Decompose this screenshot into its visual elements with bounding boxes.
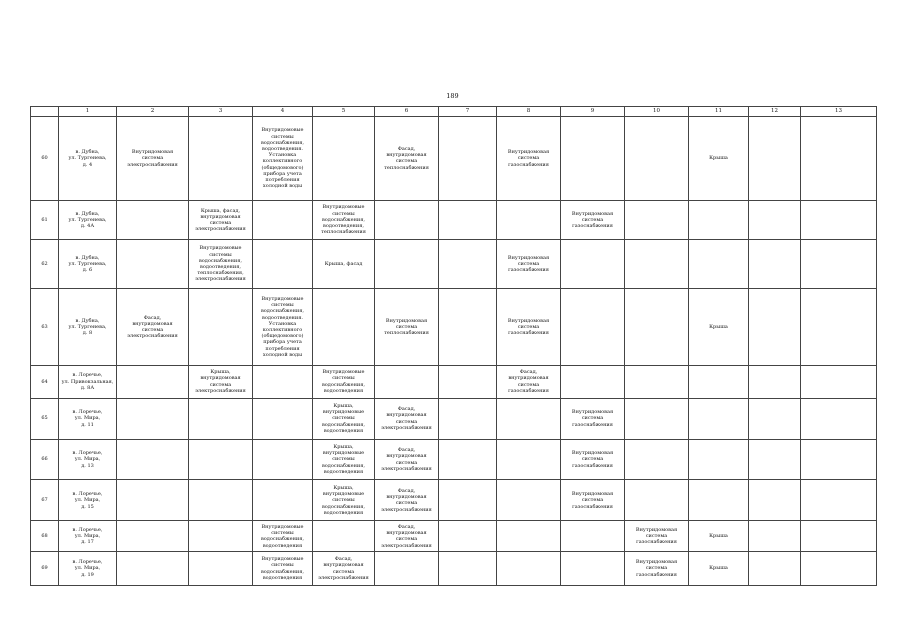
table-row: [31, 200, 877, 239]
work-cell: Фасад, внутридомовая система электроснабжения: [375, 439, 439, 480]
work-cell: [375, 239, 439, 288]
work-cell: [561, 239, 625, 288]
capital-repair-table: [30, 106, 877, 586]
work-cell: Фасад, внутридомовая система электроснабжения: [375, 480, 439, 521]
work-cell: [625, 365, 689, 398]
work-cell: [749, 239, 801, 288]
header-cell-2: 2: [117, 107, 189, 117]
work-cell: Фасад, внутридомовая система электроснабжения: [313, 552, 375, 586]
work-cell: [801, 289, 877, 366]
address-cell: в. Лоречье, ул. Мира, д. 11: [59, 398, 117, 439]
table-row: [31, 365, 877, 398]
work-cell: [253, 365, 313, 398]
table-row: [31, 117, 877, 201]
work-cell: [749, 365, 801, 398]
work-cell: [625, 398, 689, 439]
work-cell: Внутридомовые системы водоснабжения, водоотведения: [253, 521, 313, 552]
work-cell: [749, 480, 801, 521]
work-cell: Внутридомовые системы водоснабжения, водоотведения. Установка коллективного (общедомового) прибора учета потребления холодной воды: [253, 117, 313, 201]
work-cell: Крыша: [689, 521, 749, 552]
work-cell: Фасад, внутридомовая система теплоснабжения: [375, 117, 439, 201]
work-cell: [189, 480, 253, 521]
header-cell-7: 7: [439, 107, 497, 117]
work-cell: [561, 552, 625, 586]
work-cell: Внутридомовые системы водоснабжения, водоотведения: [313, 365, 375, 398]
work-cell: [313, 521, 375, 552]
page-number: 189: [446, 92, 459, 100]
work-cell: [749, 521, 801, 552]
work-cell: [561, 365, 625, 398]
work-cell: Крыша, внутридомовые системы водоснабжения, водоотведения: [313, 439, 375, 480]
work-cell: Крыша: [689, 289, 749, 366]
work-cell: Крыша, фасад, внутридомовая система электроснабжения: [189, 200, 253, 239]
work-cell: Внутридомовая система газоснабжения: [561, 200, 625, 239]
row-number: 60: [31, 117, 59, 201]
work-cell: Фасад, внутридомовая система электроснабжения: [117, 289, 189, 366]
table-row: [31, 239, 877, 288]
work-cell: Внутридомовая система газоснабжения: [561, 439, 625, 480]
work-cell: [189, 117, 253, 201]
work-cell: [117, 365, 189, 398]
address-cell: в. Лоречье, ул. Мира, д. 13: [59, 439, 117, 480]
work-cell: [439, 480, 497, 521]
work-cell: [313, 117, 375, 201]
work-cell: [189, 552, 253, 586]
address-cell: в. Лоречье, ул. Мира, д. 19: [59, 552, 117, 586]
table-row: [31, 552, 877, 586]
work-cell: Внутридомовая система теплоснабжения: [375, 289, 439, 366]
header-cell-13: 13: [801, 107, 877, 117]
table-row: [31, 289, 877, 366]
work-cell: [375, 200, 439, 239]
row-number: 68: [31, 521, 59, 552]
work-cell: [801, 552, 877, 586]
work-cell: [749, 439, 801, 480]
row-number: 67: [31, 480, 59, 521]
row-number: 69: [31, 552, 59, 586]
header-cell-3: 3: [189, 107, 253, 117]
table-row: [31, 398, 877, 439]
work-cell: [189, 521, 253, 552]
work-cell: Крыша, внутридомовые системы водоснабжения, водоотведения: [313, 398, 375, 439]
work-cell: [801, 480, 877, 521]
work-cell: Внутридомовая система газоснабжения: [497, 289, 561, 366]
work-cell: [253, 480, 313, 521]
work-cell: [801, 521, 877, 552]
work-cell: [497, 439, 561, 480]
work-cell: [117, 398, 189, 439]
address-cell: в. Дубна, ул. Тургенева, д. 6: [59, 239, 117, 288]
work-cell: [801, 398, 877, 439]
work-cell: [117, 439, 189, 480]
address-cell: в. Дубна, ул. Тургенева, д. 4: [59, 117, 117, 201]
row-number: 65: [31, 398, 59, 439]
work-cell: Фасад, внутридомовая система электроснабжения: [375, 398, 439, 439]
header-cell-9: 9: [561, 107, 625, 117]
row-number: 62: [31, 239, 59, 288]
work-cell: [801, 117, 877, 201]
work-cell: Внутридомовая система газоснабжения: [625, 552, 689, 586]
work-cell: [439, 552, 497, 586]
header-cell-1: 1: [59, 107, 117, 117]
work-cell: [625, 289, 689, 366]
header-cell-4: 4: [253, 107, 313, 117]
work-cell: [561, 521, 625, 552]
header-row: [31, 107, 877, 117]
work-cell: [689, 200, 749, 239]
work-cell: Внутридомовая система газоснабжения: [497, 117, 561, 201]
work-cell: Крыша, фасад: [313, 239, 375, 288]
work-cell: [689, 365, 749, 398]
work-cell: [749, 552, 801, 586]
work-cell: [253, 398, 313, 439]
work-cell: [189, 439, 253, 480]
work-cell: Внутридомовые системы водоснабжения, водоотведения: [253, 552, 313, 586]
work-cell: Внутридомовые системы водоснабжения, водоотведения, теплоснабжения, электроснабжения: [189, 239, 253, 288]
work-cell: [253, 239, 313, 288]
work-cell: [189, 398, 253, 439]
work-cell: [749, 117, 801, 201]
work-cell: [689, 439, 749, 480]
address-cell: в. Лоречье, ул. Мира, д. 17: [59, 521, 117, 552]
work-cell: [117, 521, 189, 552]
work-cell: [625, 480, 689, 521]
row-number: 66: [31, 439, 59, 480]
row-number: 64: [31, 365, 59, 398]
header-cell-10: 10: [625, 107, 689, 117]
work-cell: [117, 552, 189, 586]
address-cell: в. Лоречье, ул. Привокзальная, д. 8А: [59, 365, 117, 398]
work-cell: Крыша, внутридомовые системы водоснабжения, водоотведения: [313, 480, 375, 521]
work-cell: [689, 480, 749, 521]
work-cell: [497, 521, 561, 552]
work-cell: [749, 289, 801, 366]
work-cell: [439, 398, 497, 439]
work-cell: [801, 365, 877, 398]
work-cell: [625, 117, 689, 201]
work-cell: Внутридомовая система газоснабжения: [561, 480, 625, 521]
work-cell: Внутридомовая система газоснабжения: [625, 521, 689, 552]
work-cell: [625, 200, 689, 239]
work-cell: [439, 289, 497, 366]
work-cell: Фасад, внутридомовая система электроснабжения: [375, 521, 439, 552]
table-row: [31, 521, 877, 552]
address-cell: в. Дубна, ул. Тургенева, д. 4А: [59, 200, 117, 239]
work-cell: [439, 521, 497, 552]
header-cell-6: 6: [375, 107, 439, 117]
work-cell: Внутридомовая система газоснабжения: [561, 398, 625, 439]
address-cell: в. Дубна, ул. Тургенева, д. 8: [59, 289, 117, 366]
work-cell: [375, 365, 439, 398]
work-cell: [561, 117, 625, 201]
work-cell: [439, 365, 497, 398]
work-cell: [313, 289, 375, 366]
work-cell: [117, 480, 189, 521]
table-row: [31, 439, 877, 480]
row-number: 63: [31, 289, 59, 366]
work-cell: [689, 398, 749, 439]
address-cell: в. Лоречье, ул. Мира, д. 15: [59, 480, 117, 521]
work-cell: Крыша: [689, 552, 749, 586]
work-cell: [625, 239, 689, 288]
work-cell: Внутридомовая система газоснабжения: [497, 239, 561, 288]
work-cell: [801, 239, 877, 288]
work-cell: [497, 480, 561, 521]
header-cell-5: 5: [313, 107, 375, 117]
header-cell-8: 8: [497, 107, 561, 117]
work-cell: [439, 200, 497, 239]
work-cell: [749, 398, 801, 439]
work-cell: [497, 200, 561, 239]
work-cell: [497, 398, 561, 439]
work-cell: [439, 439, 497, 480]
work-cell: [801, 439, 877, 480]
work-cell: Крыша: [689, 117, 749, 201]
work-cell: [439, 117, 497, 201]
work-cell: Внутридомовая система электроснабжения: [117, 117, 189, 201]
work-cell: [561, 289, 625, 366]
work-cell: [375, 552, 439, 586]
work-cell: [117, 200, 189, 239]
work-cell: [439, 239, 497, 288]
work-cell: Крыша, внутридомовая система электроснабжения: [189, 365, 253, 398]
work-cell: [117, 239, 189, 288]
work-cell: Внутридомовые системы водоснабжения, водоотведения. Установка коллективного (общедомового) прибора учета потребления холодной воды: [253, 289, 313, 366]
work-cell: Фасад, внутридомовая система газоснабжения: [497, 365, 561, 398]
header-cell-11: 11: [689, 107, 749, 117]
table-row: [31, 480, 877, 521]
work-cell: [253, 200, 313, 239]
header-cell-blank: [31, 107, 59, 117]
work-cell: [689, 239, 749, 288]
work-cell: [253, 439, 313, 480]
work-cell: [801, 200, 877, 239]
work-cell: [625, 439, 689, 480]
row-number: 61: [31, 200, 59, 239]
header-cell-12: 12: [749, 107, 801, 117]
work-cell: Внутридомовые системы водоснабжения, водоотведения, теплоснабжения: [313, 200, 375, 239]
work-cell: [497, 552, 561, 586]
work-cell: [189, 289, 253, 366]
work-cell: [749, 200, 801, 239]
